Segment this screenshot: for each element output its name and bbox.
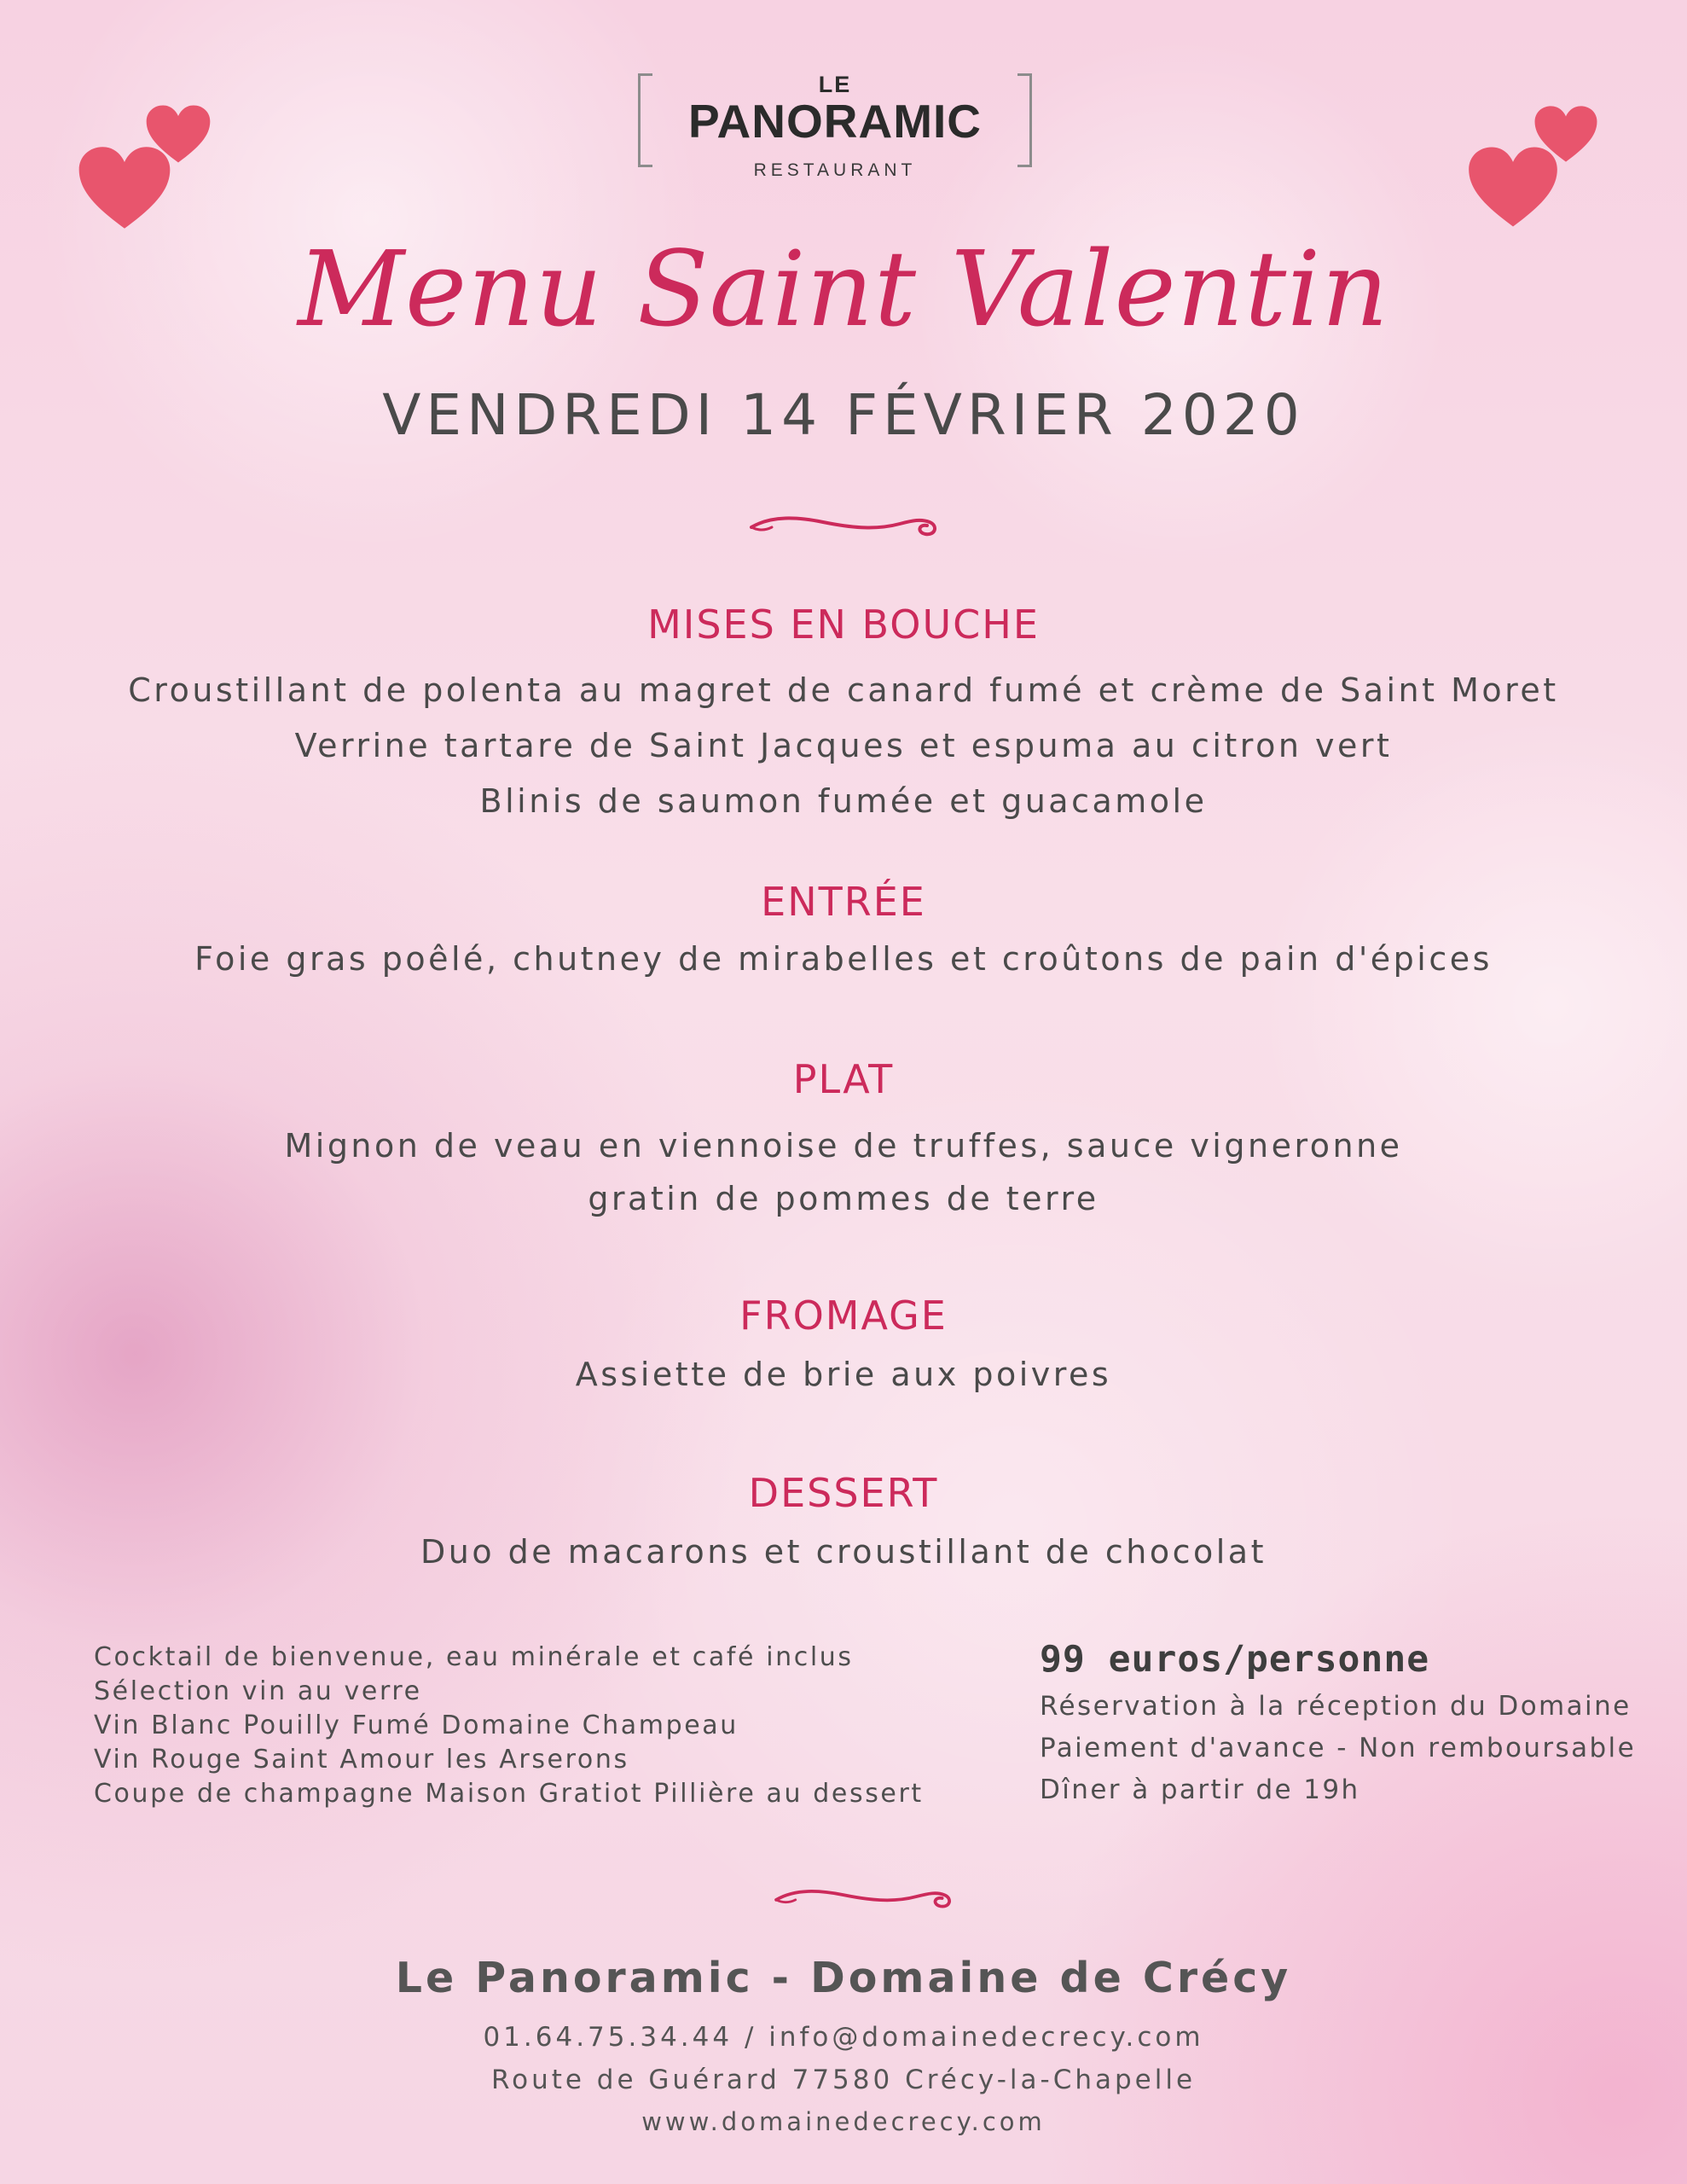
restaurant-logo bbox=[638, 72, 1032, 180]
footer-address: Route de Guérard 77580 Crécy-la-Chapelle bbox=[490, 2065, 1197, 2095]
menu-item: Assiette de brie aux poivres bbox=[575, 1356, 1112, 1393]
heart-icon bbox=[1533, 104, 1598, 164]
menu-title: Menu Saint Valentin bbox=[298, 229, 1389, 350]
event-date: VENDREDI 14 FÉVRIER 2020 bbox=[382, 382, 1305, 448]
pricing-line: Paiement d'avance - Non remboursable bbox=[1040, 1733, 1637, 1763]
footer-website[interactable]: www.domainedecrecy.com bbox=[641, 2107, 1046, 2136]
heart-icon bbox=[145, 104, 212, 164]
logo-subtitle: RESTAURANT bbox=[753, 160, 917, 180]
included-item: Cocktail de bienvenue, eau minérale et café inclus bbox=[94, 1642, 854, 1672]
menu-item: Croustillant de polenta au magret de canard fumé et crème de Saint Moret bbox=[128, 671, 1559, 709]
section-heading: PLAT bbox=[792, 1056, 895, 1102]
section-heading: MISES EN BOUCHE bbox=[647, 601, 1040, 648]
menu-item: gratin de pommes de terre bbox=[588, 1180, 1099, 1217]
pricing-line: Dîner à partir de 19h bbox=[1040, 1774, 1360, 1805]
included-item: Coupe de champagne Maison Gratiot Pillière au dessert bbox=[94, 1779, 924, 1809]
price: 99 euros/personne bbox=[1040, 1638, 1430, 1681]
section-heading: ENTRÉE bbox=[761, 879, 926, 925]
included-list bbox=[94, 1642, 947, 1813]
flourish-divider bbox=[765, 1884, 963, 1913]
logo-le: LE bbox=[818, 72, 852, 97]
included-item: Vin Rouge Saint Amour les Arserons bbox=[94, 1745, 629, 1774]
menu-item: Duo de macarons et croustillant de chocolat bbox=[420, 1533, 1267, 1571]
included-item: Vin Blanc Pouilly Fumé Domaine Champeau bbox=[94, 1711, 739, 1740]
pricing-block bbox=[1040, 1638, 1671, 1816]
included-item: Sélection vin au verre bbox=[94, 1676, 422, 1706]
flourish-divider bbox=[746, 510, 942, 541]
section-heading: FROMAGE bbox=[739, 1292, 948, 1339]
footer-name: Le Panoramic - Domaine de Crécy bbox=[395, 1954, 1292, 2002]
menu-item: Foie gras poêlé, chutney de mirabelles et croûtons de pain d'épices bbox=[194, 940, 1493, 978]
logo-name: PANORAMIC bbox=[687, 95, 983, 148]
pricing-line: Réservation à la réception du Domaine bbox=[1040, 1691, 1632, 1722]
menu-item: Verrine tartare de Saint Jacques et espuma au citron vert bbox=[294, 727, 1393, 764]
section-heading: DESSERT bbox=[748, 1470, 939, 1516]
menu-item: Blinis de saumon fumée et guacamole bbox=[479, 782, 1208, 820]
menu-item: Mignon de veau en viennoise de truffes, sauce vigneronne bbox=[284, 1127, 1403, 1165]
footer-contact: 01.64.75.34.44 / info@domainedecrecy.com bbox=[483, 2022, 1204, 2053]
